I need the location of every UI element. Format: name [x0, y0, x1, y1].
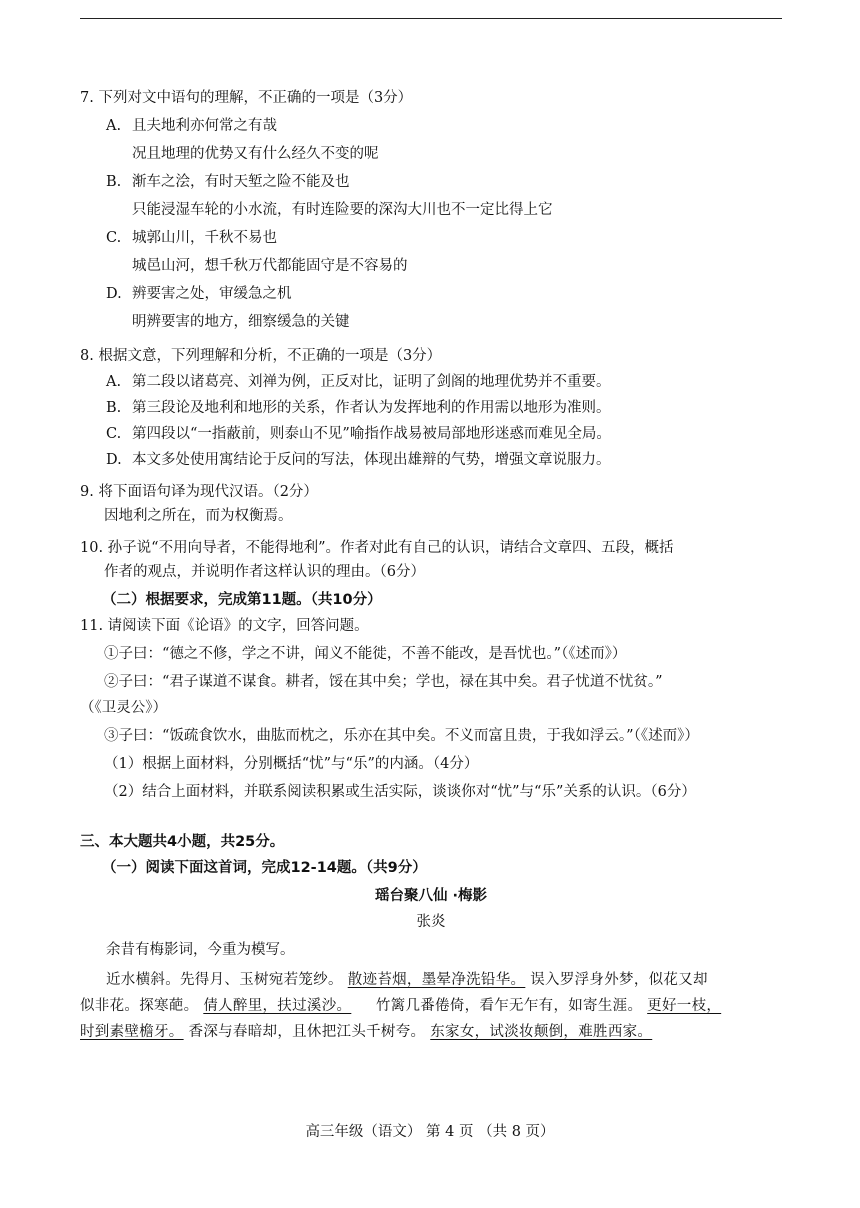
question-8-stem: 8. 根据文意，下列理解和分析，不正确的一项是（3分） [80, 348, 442, 364]
poem-underlined-text: 倩人醉里，扶过溪沙。 [203, 998, 352, 1014]
poem-underlined-text: 散迹苔烟，墨晕净洗铅华。 [347, 972, 526, 988]
poem-title: 瑶台聚八仙 ·梅影 [374, 888, 488, 904]
poem-author: 张炎 [416, 914, 446, 930]
question-7-option-b [80, 172, 782, 220]
question-10-line-2: 作者的观点，并说明作者这样认识的理由。（6分） [104, 564, 425, 580]
option-label: B. [106, 174, 122, 190]
question-11-quote-2-source: （《卫灵公》） [80, 700, 167, 716]
poem-text: 误入罗浮身外梦，似花又却 [525, 972, 708, 988]
option-text: 且夫地利亦何常之有哉 [132, 118, 277, 134]
part-3-sub-heading: （一）阅读下面这首词，完成12-14题。（共9分） [102, 860, 427, 876]
option-text: 城郭山川，千秋不易也 [132, 230, 277, 246]
question-9-stem: 9. 将下面语句译为现代汉语。（2分） [80, 484, 318, 500]
question-8-option-a [80, 372, 782, 392]
option-label: A. [106, 374, 122, 390]
option-explanation: 明辨要害的地方，细察缓急的关键 [132, 314, 350, 330]
option-text: 第三段论及地利和地形的关系，作者认为发挥地利的作用需以地形为准则。 [132, 400, 611, 416]
option-text: 第四段以“一指蔽前，则泰山不见”喻指作战易被局部地形迷惑而难见全局。 [132, 426, 611, 442]
question-7-option-c [80, 228, 782, 276]
part-3-heading: 三、本大题共4小题，共25分。 [80, 834, 285, 850]
question-7-option-d [80, 284, 782, 332]
option-label: C. [106, 230, 122, 246]
poem-text: 竹篱几番倦倚，看乍无乍有，如寄生涯。 [351, 998, 648, 1014]
option-label: A. [106, 118, 122, 134]
question-7 [80, 88, 782, 332]
poem-underlined-text: 时到素壁檐牙。 [80, 1024, 184, 1040]
question-9 [80, 482, 782, 526]
option-explanation: 城邑山河，想千秋万代都能固守是不容易的 [132, 258, 408, 274]
option-text: 渐车之浍，有时天堑之险不能及也 [132, 174, 350, 190]
poem-text: 近水横斜。先得月、玉树宛若笼纱。 [106, 972, 348, 988]
exam-page-content [80, 88, 782, 1042]
question-11-quote-2: ②子曰：“君子谋道不谋食。耕者，馁在其中矣；学也，禄在其中矣。君子忧道不忧贫。” [104, 674, 663, 690]
option-label: B. [106, 400, 122, 416]
question-9-sentence: 因地利之所在，而为权衡焉。 [104, 508, 293, 524]
question-11-sub-1: （1）根据上面材料，分别概括“忧”与“乐”的内涵。（4分） [104, 756, 479, 772]
page-footer: 高三年级（语文） 第 4 页 （共 8 页） [305, 1124, 555, 1140]
poem-line-2 [80, 996, 782, 1016]
option-explanation: 只能浸湿车轮的小水流，有时连险要的深沟大川也不一定比得上它 [132, 202, 553, 218]
question-7-option-a [80, 116, 782, 164]
question-8-option-c [80, 424, 782, 444]
option-label: C. [106, 426, 122, 442]
poem-line-1 [80, 970, 782, 990]
option-label: D. [106, 452, 122, 468]
option-text: 第二段以诸葛亮、刘禅为例，正反对比，证明了剑阁的地理优势并不重要。 [132, 374, 611, 390]
question-11-sub-2: （2）结合上面材料，并联系阅读积累或生活实际，谈谈你对“忧”与“乐”关系的认识。（6分） [104, 784, 696, 800]
question-11 [80, 616, 782, 802]
question-10 [80, 538, 782, 582]
poem-text: 香深与春暗却，且休把江头千树夸。 [183, 1024, 431, 1040]
poem-line-3 [80, 1022, 782, 1042]
option-text: 本文多处使用寓结论于反问的写法，体现出雄辩的气势，增强文章说服力。 [132, 452, 611, 468]
question-8 [80, 346, 782, 470]
option-label: D. [106, 286, 122, 302]
question-11-stem: 11. 请阅读下面《论语》的文字，回答问题。 [80, 618, 369, 634]
poem-text: 似非花。探寒葩。 [80, 998, 204, 1014]
option-explanation: 况且地理的优势又有什么经久不变的呢 [132, 146, 379, 162]
poem-underlined-text: 东家女，试淡妆颠倒，难胜西家。 [430, 1024, 653, 1040]
question-11-quote-3: ③子曰：“饭疏食饮水，曲肱而枕之，乐亦在其中矣。不义而富且贵，于我如浮云。”（《述而》） [104, 728, 699, 744]
section-2-heading: （二）根据要求，完成第11题。（共10分） [102, 592, 382, 608]
option-text: 辨要害之处，审缓急之机 [132, 286, 292, 302]
question-10-line-1: 10. 孙子说“不用向导者，不能得地利”。作者对此有自己的认识，请结合文章四、五段，概括 [80, 540, 674, 556]
question-11-quote-1: ①子曰：“德之不修，学之不讲，闻义不能徙，不善不能改，是吾忧也。”（《述而》） [104, 646, 627, 662]
question-8-option-b [80, 398, 782, 418]
question-7-stem: 7. 下列对文中语句的理解，不正确的一项是（3分） [80, 90, 413, 106]
header-rule [80, 18, 782, 19]
question-8-option-d [80, 450, 782, 470]
poem-underlined-text: 更好一枝， [647, 998, 722, 1014]
poem-preface: 余昔有梅影词，今重为模写。 [106, 942, 295, 958]
